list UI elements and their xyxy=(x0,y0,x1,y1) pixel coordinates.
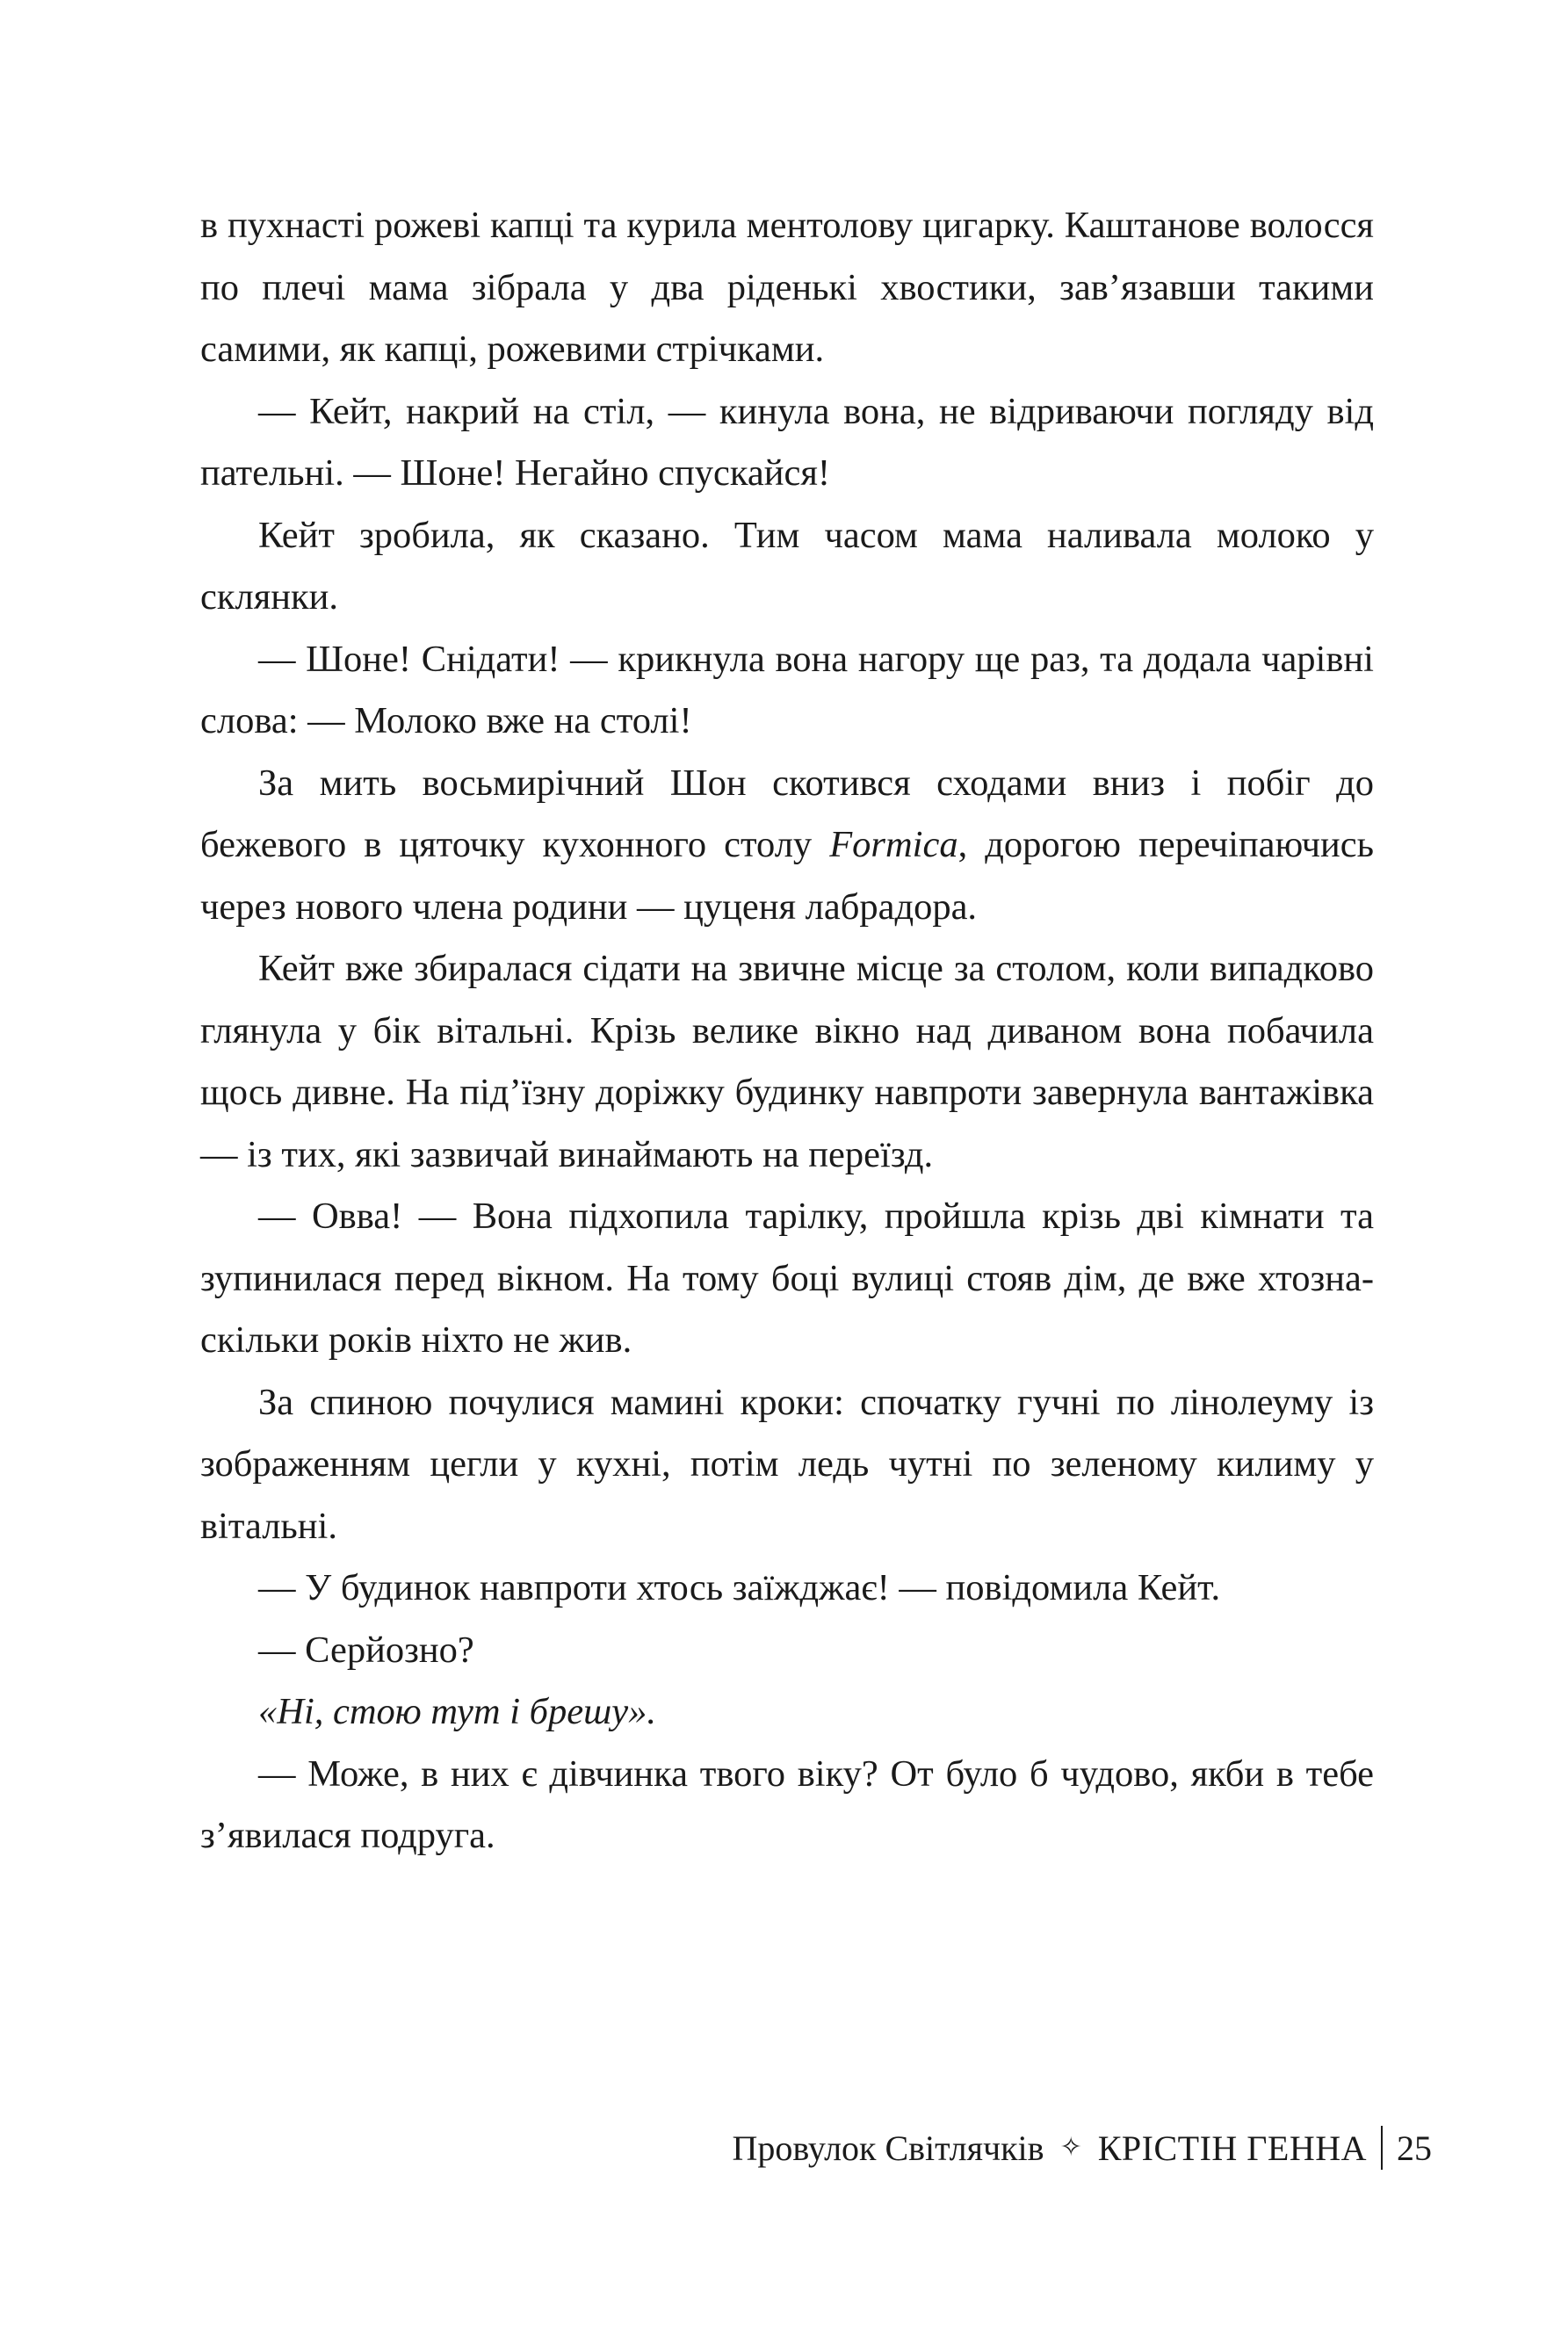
footer-book-title: Провулок Світлячків xyxy=(732,2128,1044,2168)
paragraph-5-end: , дорогою перечіпаючись через нового члена родини — цуценя лабрадора. xyxy=(200,824,1374,928)
paragraph-4: — Шоне! Снідати! — крикнула вона нагору ще раз, та додала чарівні слова: — Молоко вже на столі! xyxy=(200,638,1374,741)
footer-divider xyxy=(1381,2126,1383,2170)
page-number: 25 xyxy=(1397,2128,1432,2168)
paragraph-8: За спиною почулися мамині кроки: спочатку гучні по лінолеуму із зображенням цегли у кухні, потім ледь чутні по зеленому килиму у вітальні. xyxy=(200,1381,1374,1547)
paragraph-6: Кейт вже збиралася сідати на звичне місце за столом, коли випадково глянула у бік вітальні. Крізь велике вікно над диваном вона побачила щось дивне. На під’їзну доріжку будинку навпроти завернула вантажівка — із тих, які зазвичай винаймають на переїзд. xyxy=(200,948,1374,1175)
running-footer xyxy=(732,2121,1432,2174)
paragraph-1: в пухнасті рожеві капці та курила ментолову цигарку. Каштанове волосся по плечі мама зібрала у два ріденькі хвостики, зав’язавши такими самими, як капці, рожевими стрічками. xyxy=(200,205,1374,370)
paragraph-5-start: За мить восьмирічний Шон скотився сходами вниз і побіг до бежевого в цяточку кухонного столу xyxy=(200,762,1374,865)
paragraph-7: — Овва! — Вона підхопила тарілку, пройшла крізь дві кімнати та зупинилася перед вікном. На тому боці вулиці стояв дім, де вже хтозна-скільки років ніхто не жив. xyxy=(200,1196,1374,1361)
sparkle-icon: ✧ xyxy=(1059,2133,1082,2162)
brand-name-italic: Formica xyxy=(829,824,958,865)
paragraph-10: — Серйозно? xyxy=(258,1629,474,1671)
paragraph-5 xyxy=(200,753,1374,939)
page-body xyxy=(200,195,1374,1868)
paragraph-9: — У будинок навпроти хтось заїжджає! — повідомила Кейт. xyxy=(258,1567,1221,1608)
paragraph-3: Кейт зробила, як сказано. Тим часом мама наливала молоко у склянки. xyxy=(200,514,1374,618)
paragraph-11-thought: «Ні, стою тут і брешу». xyxy=(258,1691,656,1732)
paragraph-2: — Кейт, накрий на стіл, — кинула вона, не відриваючи погляду від пательні. — Шоне! Негайно спускайся! xyxy=(200,390,1374,494)
footer-author: КРІСТІН ГЕННА xyxy=(1097,2128,1367,2168)
paragraph-12: — Може, в них є дівчинка твого віку? От було б чудово, якби в тебе з’явилася подруга. xyxy=(200,1752,1374,1856)
